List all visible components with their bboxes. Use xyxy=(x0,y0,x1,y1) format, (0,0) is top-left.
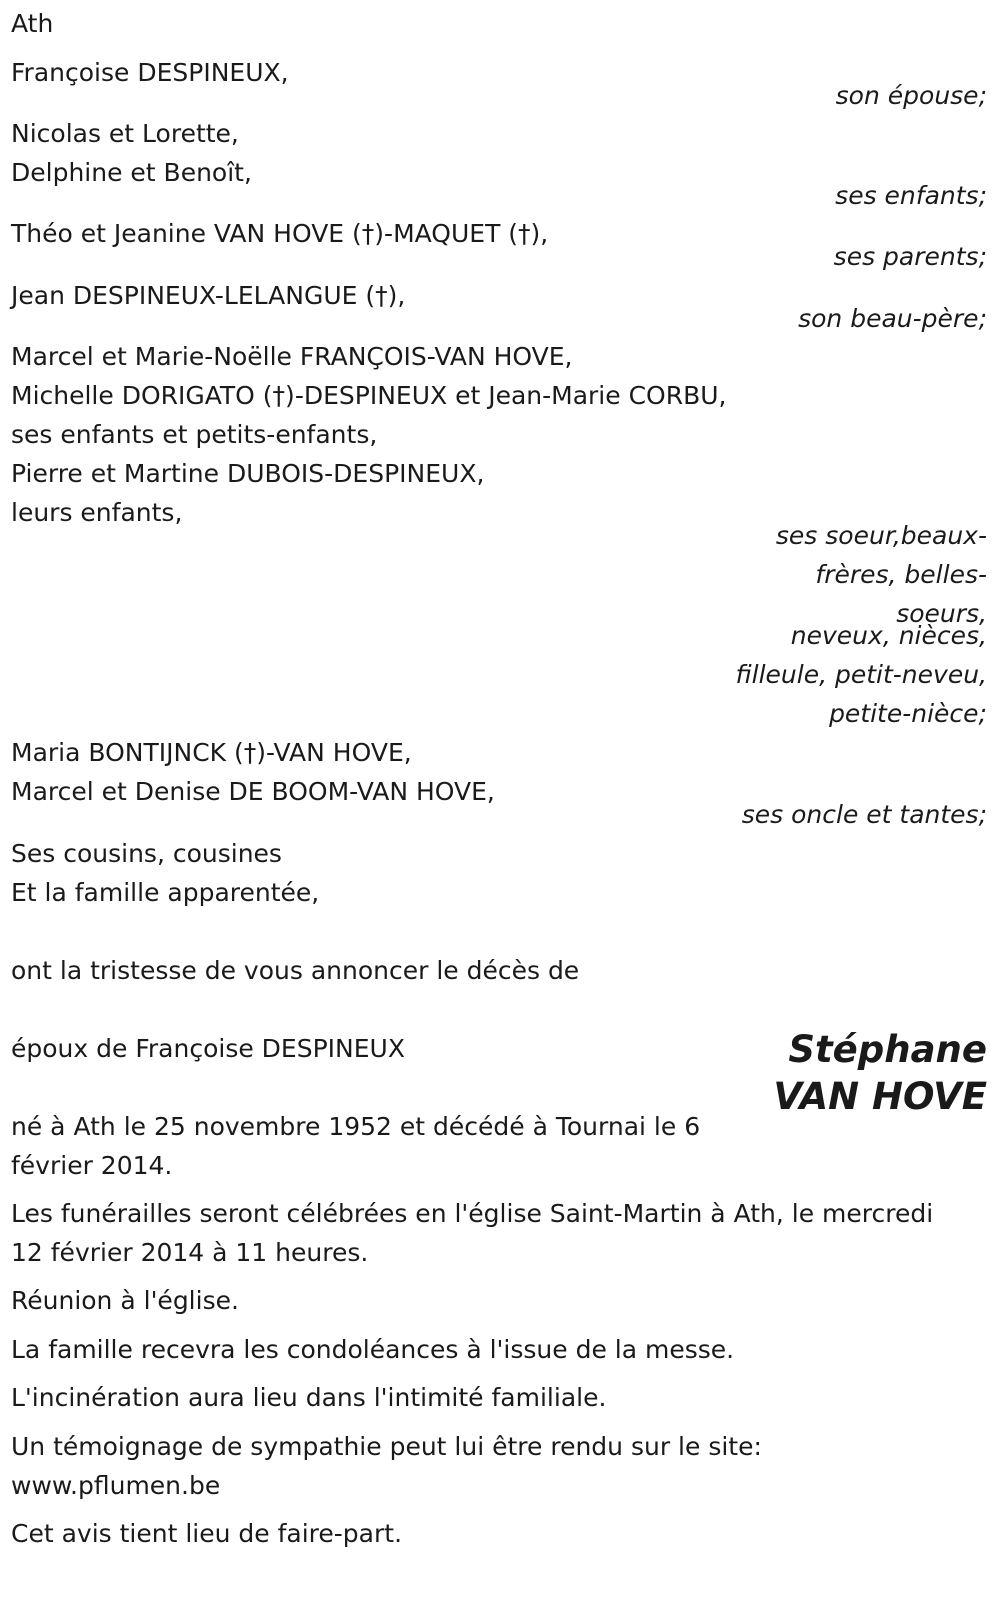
birth-death-line-1: né à Ath le 25 novembre 1952 et décédé à Tournai le 6 xyxy=(11,1112,701,1141)
meeting-line: Réunion à l'église. xyxy=(11,1286,239,1315)
siblings-line-1: Marcel et Marie-Noëlle FRANÇOIS-VAN HOVE, xyxy=(11,342,573,371)
spouse-role: son épouse; xyxy=(835,81,987,110)
cousins-line-1: Ses cousins, cousines xyxy=(11,839,282,868)
spouse-of-line: époux de Françoise DESPINEUX xyxy=(11,1034,405,1063)
siblings-role-5: filleule, petit-neveu, xyxy=(735,660,987,689)
closing-line: Cet avis tient lieu de faire-part. xyxy=(11,1519,403,1548)
children-line-2: Delphine et Benoît, xyxy=(11,158,252,187)
deceased-name xyxy=(773,1026,987,1120)
deceased-last-name: VAN HOVE xyxy=(773,1075,987,1118)
deceased-first-name: Stéphane xyxy=(788,1028,987,1071)
tribute-line-1: Un témoignage de sympathie peut lui être rendu sur le site: xyxy=(11,1432,762,1461)
uncles-role: ses oncle et tantes; xyxy=(741,800,987,829)
father-in-law-line: Jean DESPINEUX-LELANGUE (†), xyxy=(11,281,406,310)
children-role: ses enfants; xyxy=(835,181,987,210)
children-line-1: Nicolas et Lorette, xyxy=(11,119,239,148)
siblings-line-4: Pierre et Martine DUBOIS-DESPINEUX, xyxy=(11,459,485,488)
cremation-line: L'incinération aura lieu dans l'intimité familiale. xyxy=(11,1383,607,1412)
siblings-role-6: petite-nièce; xyxy=(829,699,987,728)
siblings-line-3: ses enfants et petits-enfants, xyxy=(11,420,378,449)
tribute-website: www.pflumen.be xyxy=(11,1471,221,1500)
condolences-line: La famille recevra les condoléances à l'issue de la messe. xyxy=(11,1335,735,1364)
parents-role: ses parents; xyxy=(833,242,987,271)
funeral-line-1: Les funérailles seront célébrées en l'église Saint-Martin à Ath, le mercredi xyxy=(11,1199,934,1228)
siblings-role-3: soeurs, xyxy=(896,599,987,628)
uncles-line-2: Marcel et Denise DE BOOM-VAN HOVE, xyxy=(11,777,495,806)
birth-death-line-2: février 2014. xyxy=(11,1151,173,1180)
siblings-role-1: ses soeur,beaux- xyxy=(775,521,987,550)
funeral-line-2: 12 février 2014 à 11 heures. xyxy=(11,1238,369,1267)
spouse-line: Françoise DESPINEUX, xyxy=(11,58,289,87)
city-header: Ath xyxy=(11,9,54,38)
uncles-line-1: Maria BONTIJNCK (†)-VAN HOVE, xyxy=(11,738,412,767)
announcement-intro: ont la tristesse de vous annoncer le décès de xyxy=(11,956,580,985)
siblings-role-2: frères, belles- xyxy=(815,560,987,589)
siblings-role-4: neveux, nièces, xyxy=(790,621,987,650)
cousins-line-2: Et la famille apparentée, xyxy=(11,878,320,907)
siblings-line-5: leurs enfants, xyxy=(11,498,183,527)
siblings-line-2: Michelle DORIGATO (†)-DESPINEUX et Jean-Marie CORBU, xyxy=(11,381,727,410)
parents-line: Théo et Jeanine VAN HOVE (†)-MAQUET (†), xyxy=(11,219,549,248)
father-in-law-role: son beau-père; xyxy=(798,304,987,333)
